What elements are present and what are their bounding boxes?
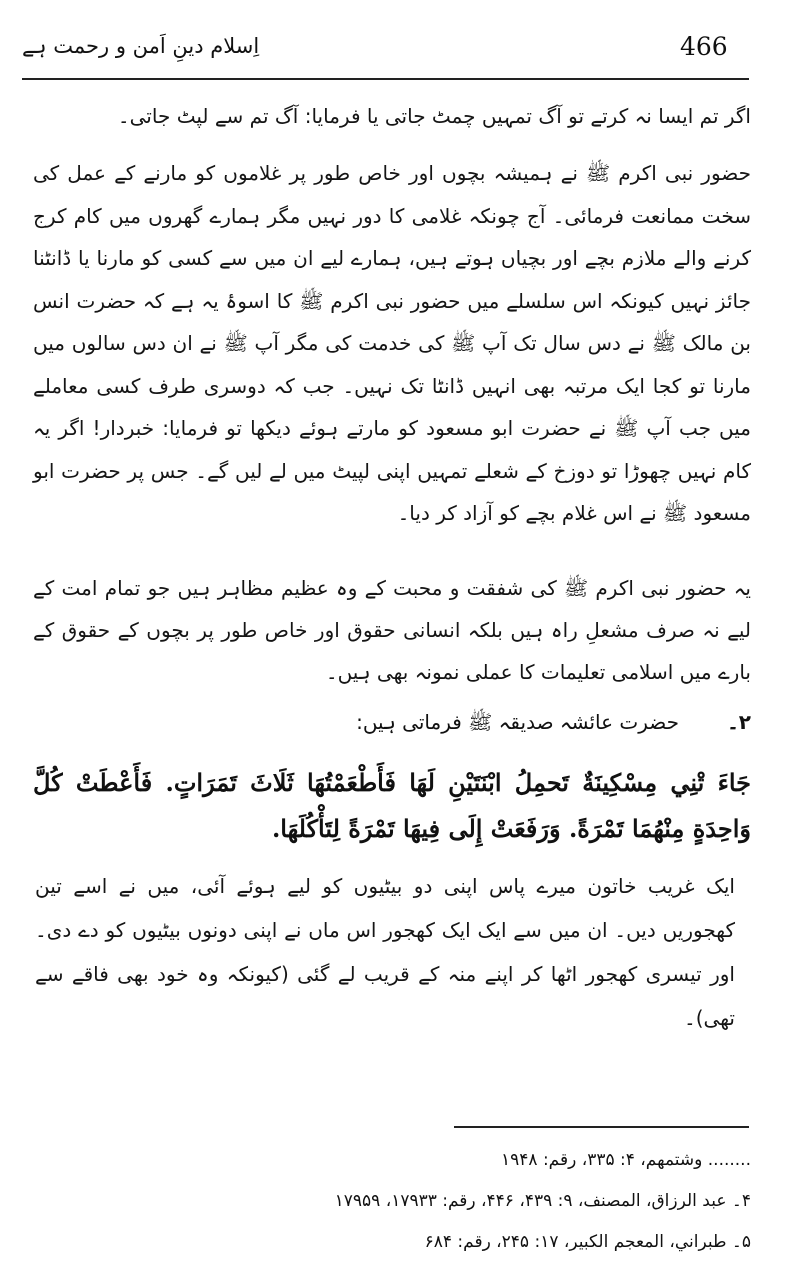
item-number: ۲۔ bbox=[727, 710, 751, 734]
footnotes bbox=[33, 1140, 751, 1263]
paragraph-2: حضور نبی اکرم ﷺ نے ہمیشہ بچوں اور خاص طور پر غلاموں کو مارنے کے عمل کی سخت ممانعت فرمائی۔ آج چونکہ غلامی کا دور نہیں مگر ہمارے گھروں میں کام کرج کرنے والے ملازم بچے اور بچیاں ہوتے ہیں، ہمارے لیے ان میں سے کسی کو مارنا یا ڈانٹنا جائز نہیں کیونکہ اس سلسلے میں حضور نبی اکرم ﷺ کا اسوۂ یہ ہے کہ حضرت انس بن مالک ﷺ نے دس سال تک آپ ﷺ کی خدمت کی مگر آپ ﷺ نے ان دس سالوں میں مارنا تو کجا ایک مرتبہ بھی انہیں ڈانٹا تک نہیں۔ جب کہ دوسری طرف کسی معاملے میں جب آپ ﷺ نے حضرت ابو مسعود کو مارتے ہوئے دیکھا تو فرمایا: خبردار! اگر یہ کام نہیں چھوڑا تو دوزخ کے شعلے تمہیں اپنی لپیٹ میں لے لیں گے۔ جس پر حضرت ابو مسعود ﷺ نے اس غلام بچے کو آزاد کر دیا۔ bbox=[33, 161, 751, 525]
item-heading-text: حضرت عائشہ صدیقہ ﷺ فرماتی ہیں: bbox=[356, 710, 679, 734]
numbered-item-heading bbox=[33, 702, 751, 742]
paragraph-1: اگر تم ایسا نہ کرتے تو آگ تمہیں چمٹ جاتی یا فرمایا: آگ تم سے لپٹ جاتی۔ bbox=[117, 104, 751, 128]
header-divider bbox=[22, 78, 749, 80]
page-number: 466 bbox=[680, 32, 728, 61]
running-title: اِسلام دینِ اَمن و رحمت ہے bbox=[22, 34, 260, 58]
arabic-hadith-quote: جَاءَ تْنِي مِسْكِينَةٌ تَحمِلُ ابْنَتَيْنِ لَهَا فَأَطْعَمْتُهَا ثَلَاثَ تَمَرَاتٍ. فَأَعْطَتْ كُلَّ وَاحِدَةٍ مِنْهُمَا تَمْرَةً. وَرَفَعَتْ إِلَى فِيهَا تَمْرَةً لِتَأْكُلَهَا. bbox=[33, 768, 751, 843]
footnote-continued: ........ وشتمهم، ۴: ۳۳۵، رقم: ۱۹۴۸ bbox=[501, 1150, 751, 1170]
page-header bbox=[22, 22, 747, 66]
footnote-divider bbox=[454, 1126, 749, 1128]
paragraph-3: یہ حضور نبی اکرم ﷺ کی شفقت و محبت کے وہ عظیم مظاہر ہیں جو تمام امت کے لیے نہ صرف مشعلِ راہ ہیں بلکہ انسانی حقوق اور خاص طور پر بچوں کے حقوق کے بارے میں اسلامی تعلیمات کا عملی نمونہ بھی ہیں۔ bbox=[33, 576, 751, 684]
paragraph-4-translation: ایک غریب خاتون میرے پاس اپنی دو بیٹیوں کو لیے ہوئے آئی، میں نے اسے تین کھجوریں دیں۔ ان میں سے ایک ایک کھجور اس ماں نے اپنی دونوں بیٹیوں کو دے دی۔ اور تیسری کھجور اٹھا کر اپنے منہ کے قریب لے گئی (کیونکہ وہ خود بھی فاقے سے تھی)۔ bbox=[35, 874, 735, 1030]
footnote-4: ۴۔ عبد الرزاق، المصنف، ۹: ۴۳۹، ۴۴۶، رقم: ۱۷۹۳۳، ۱۷۹۵۹ bbox=[334, 1191, 751, 1211]
footnote-5: ۵۔ طبراني، المعجم الكبير، ۱۷: ۲۴۵، رقم: ۶۸۴ bbox=[424, 1232, 751, 1252]
